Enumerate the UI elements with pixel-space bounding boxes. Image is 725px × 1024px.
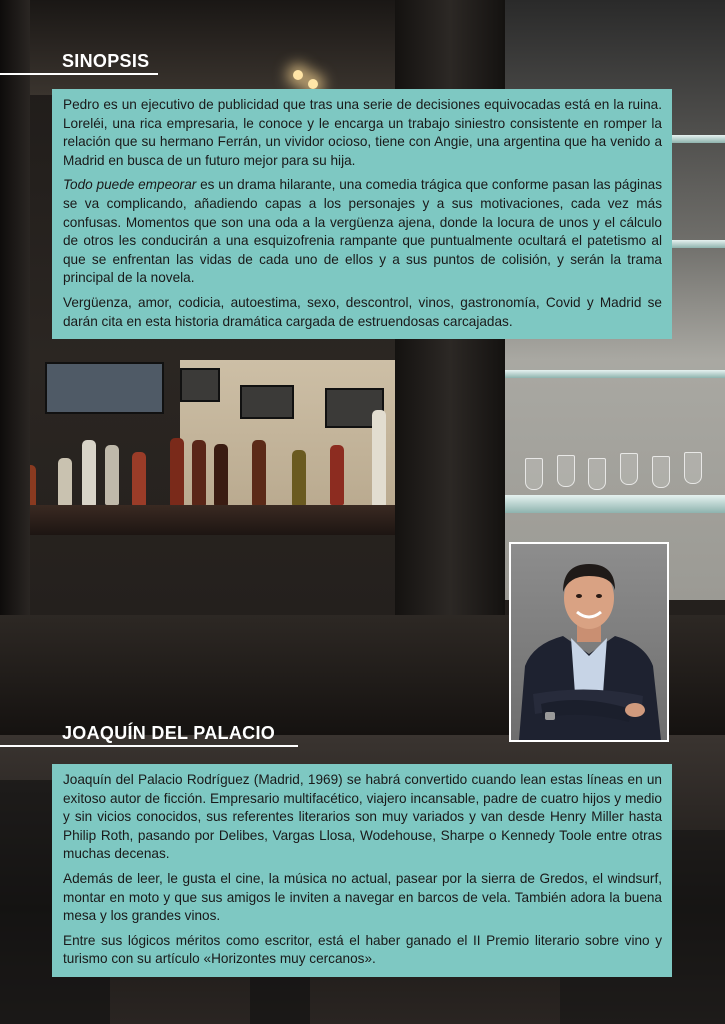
- author-heading-rule: [0, 745, 298, 747]
- author-bio-paragraph-1: Joaquín del Palacio Rodríguez (Madrid, 1969) se habrá convertido cuando lean estas líneas en un exitoso autor de ficción. Empresario multifacético, viajero incansable, padre de cuatro hijos y medio y sin vicios conocidos, sus referentes literarios son muy variados y van desde Henry Miller hasta Philip Roth, pasando por Delibes, Vargas Llosa, Wodehouse, Sharpe o Kennedy Toole entre otras muchas decenas.: [63, 772, 662, 862]
- author-bio-paragraph-3: Entre sus lógicos méritos como escritor, está el haber ganado el II Premio literario sobre vino y turismo con su artículo «Horizontes muy cercanos».: [63, 932, 662, 967]
- wall-picture: [180, 368, 220, 402]
- bottle: [58, 458, 72, 506]
- bottle: [252, 440, 266, 506]
- wine-glass: [557, 455, 575, 487]
- ceiling-lamp: [293, 70, 303, 80]
- wine-glass: [525, 458, 543, 490]
- bottle: [214, 444, 228, 506]
- synopsis-paragraph-1: Pedro es un ejecutivo de publicidad que tras una serie de decisiones equivocadas está en la ruina. Loreléi, una rica empresaria, le conoce y le encarga un trabajo siniestro consistente en romper la relación que su hermano Ferrán, un vividor ocioso, tiene con Angie, una argentina que ha venido a Madrid en busca de un futuro mejor para su hija.: [63, 97, 662, 168]
- synopsis-paragraph-2: [63, 176, 662, 288]
- author-heading: JOAQUÍN DEL PALACIO: [62, 723, 276, 743]
- bottle: [105, 445, 119, 505]
- wine-glass: [652, 456, 670, 488]
- wall-picture: [45, 362, 164, 414]
- bottle: [170, 438, 184, 506]
- author-portrait: [509, 542, 669, 742]
- synopsis-heading-rule: [0, 73, 158, 75]
- book-title: Todo puede empeorar: [63, 177, 197, 193]
- bottle: [372, 410, 386, 506]
- wall-picture: [240, 385, 294, 419]
- bottle: [82, 440, 96, 506]
- wine-glass: [588, 458, 606, 490]
- wine-glass: [684, 452, 702, 484]
- bottle: [192, 440, 206, 506]
- wine-glass: [620, 453, 638, 485]
- author-bio-panel: [52, 764, 672, 977]
- author-bio-paragraph-2: Además de leer, le gusta el cine, la música no actual, pasear por la sierra de Gredos, el windsurf, montar en moto y que sus amigos le inviten a navegar en barcos de vela. También adora la buena mesa y los grandes vinos.: [63, 870, 662, 924]
- synopsis-heading: SINOPSIS: [62, 51, 150, 71]
- bottle: [292, 450, 306, 506]
- synopsis-panel: [52, 89, 672, 339]
- bottle: [132, 452, 146, 506]
- glass-shelf: [505, 495, 725, 513]
- synopsis-paragraph-2-text: es un drama hilarante, una comedia trágica que conforme pasan las páginas se va complicando, añadiendo capas a los personajes y a sus motivaciones, cada vez más confusas. Momentos que son una oda a la vergüenza ajena, donde la locura de unos y el cálculo de otros les conducirán a una esquizofrenia rampante que puntualmente ocultará el patetismo al que se enfrentan las vidas de cada uno de ellos y a sus puntos de colisión, y serán la trama principal de la novela.: [63, 177, 662, 286]
- ceiling-lamp: [308, 79, 318, 89]
- synopsis-paragraph-3: Vergüenza, amor, codicia, autoestima, sexo, descontrol, vinos, gastronomía, Covid y Madrid se darán cita en esta historia dramática cargada de estruendosas carcajadas.: [63, 294, 662, 329]
- glass-shelf: [505, 370, 725, 378]
- bottle: [330, 445, 344, 505]
- author-portrait-illustration: [511, 544, 667, 740]
- bar-shelf: [0, 505, 420, 535]
